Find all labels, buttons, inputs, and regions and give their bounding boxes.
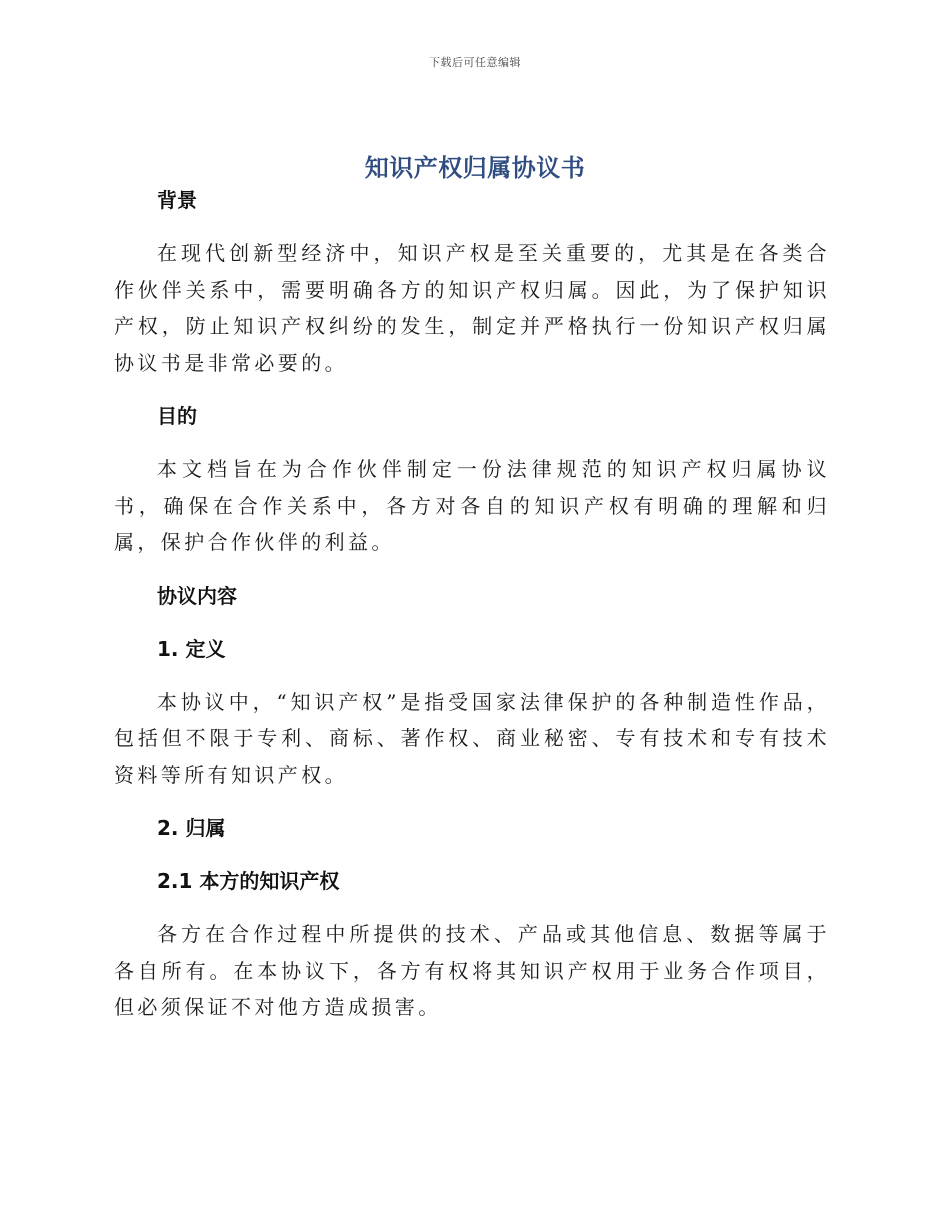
section-heading-ownership: 2. 归属 (157, 816, 226, 840)
section-heading-definition: 1. 定义 (157, 636, 226, 661)
section-paragraph-background: 在现代创新型经济中，知识产权是至关重要的，尤其是在各类合作伙伴关系中，需要明确各方的知识产权归属。因此，为了保护知识产权，防止知识产权纠纷的发生，制定并严格执行一份知识产权归属协议书是非常必要的。 (114, 241, 830, 375)
section-heading-purpose: 目的 (157, 404, 197, 428)
header-note: 下载后可任意编辑 (429, 56, 521, 69)
section-heading-own-ip: 2.1 本方的知识产权 (157, 869, 340, 893)
section-paragraph-purpose: 本文档旨在为合作伙伴制定一份法律规范的知识产权归属协议书，确保在合作关系中，各方对各自的知识产权有明确的理解和归属，保护合作伙伴的利益。 (114, 457, 830, 554)
document-title: 知识产权归属协议书 (364, 154, 586, 182)
section-paragraph-own-ip: 各方在合作过程中所提供的技术、产品或其他信息、数据等属于各自所有。在本协议下，各方有权将其知识产权用于业务合作项目，但必须保证不对他方造成损害。 (114, 922, 830, 1019)
section-paragraph-definition: 本协议中，“知识产权”是指受国家法律保护的各种制造性作品，包括但不限于专利、商标、著作权、商业秘密、专有技术和专有技术资料等所有知识产权。 (114, 689, 830, 787)
document-body (114, 182, 830, 1026)
section-heading-background: 背景 (157, 188, 197, 212)
section-heading-agreement: 协议内容 (157, 583, 237, 608)
